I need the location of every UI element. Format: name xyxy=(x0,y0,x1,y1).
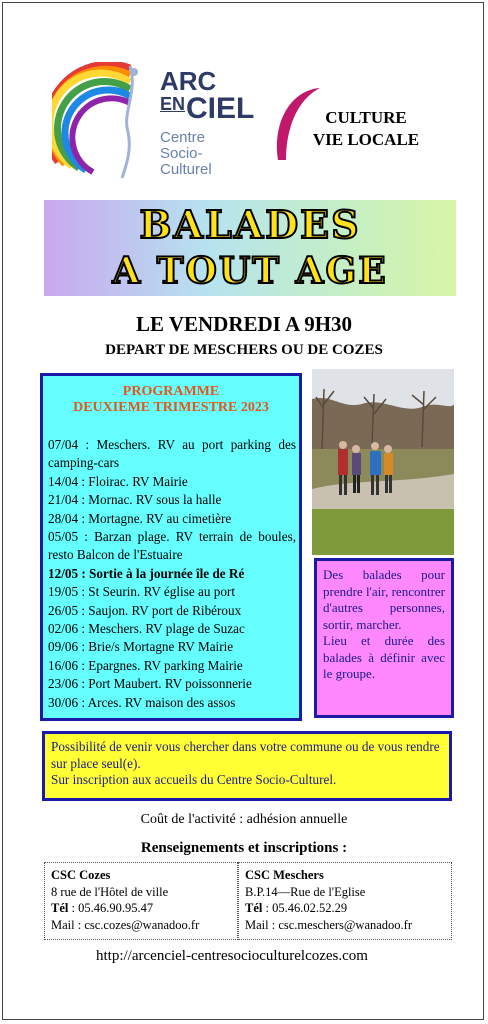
program-subtitle: DEUXIEME TRIMESTRE 2023 xyxy=(73,400,269,415)
logo-ciel: CIEL xyxy=(186,92,255,125)
logo-sub-1: Centre xyxy=(160,129,206,146)
contact-address: B.P.14—Rue de l'Eglise xyxy=(245,884,366,899)
notice-line-1: Possibilité de venir vous chercher dans votre commune ou de vous rendre sur place seul(e). xyxy=(51,739,440,771)
logo-en: EN xyxy=(160,94,186,114)
walkers-photo xyxy=(312,369,454,555)
program-item: 26/05 : Saujon. RV port de Ribéroux xyxy=(48,602,242,618)
logo-sub-2: Socio- xyxy=(160,145,203,162)
contact-cozes xyxy=(44,862,238,940)
program-item: 02/06 : Meschers. RV plage de Suzac xyxy=(48,621,245,637)
contact-address: 8 rue de l'Hôtel de ville xyxy=(51,884,169,899)
program-box xyxy=(40,373,302,721)
program-list xyxy=(48,436,296,712)
tel-label: Tél xyxy=(245,901,263,915)
contact-tel xyxy=(245,900,445,917)
contacts-title: Renseignements et inscriptions : xyxy=(140,840,348,856)
program-item: 30/06 : Arces. RV maison des assos xyxy=(48,694,236,710)
program-item: 09/06 : Brie/s Mortagne RV Mairie xyxy=(48,639,234,655)
tagline-1: CULTURE xyxy=(325,108,407,127)
banner-line-1: BALADES xyxy=(139,202,361,247)
program-item: 19/05 : St Seurin. RV église au port xyxy=(48,584,235,600)
program-item: 16/06 : Epargnes. RV parking Mairie xyxy=(48,657,243,673)
program-title: PROGRAMME xyxy=(122,384,220,399)
title-banner xyxy=(44,200,456,296)
rainbow-logo xyxy=(52,62,152,182)
contact-mail[interactable]: Mail : csc.cozes@wanadoo.fr xyxy=(51,917,200,932)
tel-value: : 05.46.90.95.47 xyxy=(68,901,154,915)
pickup-notice xyxy=(42,731,452,801)
program-item: 05/05 : Barzan plage. RV terrain de boules, resto Balcon de l'Estuaire xyxy=(48,529,296,563)
contact-meschers xyxy=(238,862,452,940)
tagline-2: VIE LOCALE xyxy=(312,130,420,149)
logo-sub-3: Culturel xyxy=(160,161,212,178)
schedule-line-1: LE VENDREDI A 9H30 xyxy=(135,312,353,336)
program-item-highlight: 12/05 : Sortie à la journée île de Ré xyxy=(48,565,245,581)
banner-line-2: A TOUT AGE xyxy=(112,250,388,292)
contact-mail[interactable]: Mail : csc.meschers@wanadoo.fr xyxy=(245,917,413,932)
info-text-1: Des balades pour prendre l'air, rencontrer d'autres personnes, sortir, marcher. xyxy=(323,567,446,632)
tel-value: : 05.46.02.52.29 xyxy=(262,901,348,915)
contact-tel xyxy=(51,900,231,917)
info-box xyxy=(314,558,454,718)
info-text-2: Lieu et durée des balades à définir avec le groupe. xyxy=(323,633,445,681)
notice-line-2: Sur inscription aux accueils du Centre Socio-Culturel. xyxy=(51,772,337,787)
cost-text: Coût de l'activité : adhésion annuelle xyxy=(140,812,348,827)
logo-arc: ARC xyxy=(160,66,217,96)
program-item: 23/06 : Port Maubert. RV poissonnerie xyxy=(48,676,252,692)
program-item: 28/04 : Mortagne. RV au cimetière xyxy=(48,510,232,526)
tel-label: Tél xyxy=(51,901,69,915)
program-item: 14/04 : Floirac. RV Mairie xyxy=(48,473,188,489)
contact-name: CSC Cozes xyxy=(51,868,111,882)
schedule-line-2: DEPART DE MESCHERS OU DE COZES xyxy=(105,342,383,358)
program-item: 21/04 : Mornac. RV sous la halle xyxy=(48,492,222,508)
website-link[interactable]: http://arcenciel-centresocioculturelcozes.com xyxy=(96,948,368,964)
program-item: 07/04 : Meschers. RV au port parking des camping-cars xyxy=(48,437,296,471)
contact-name: CSC Meschers xyxy=(245,868,324,882)
